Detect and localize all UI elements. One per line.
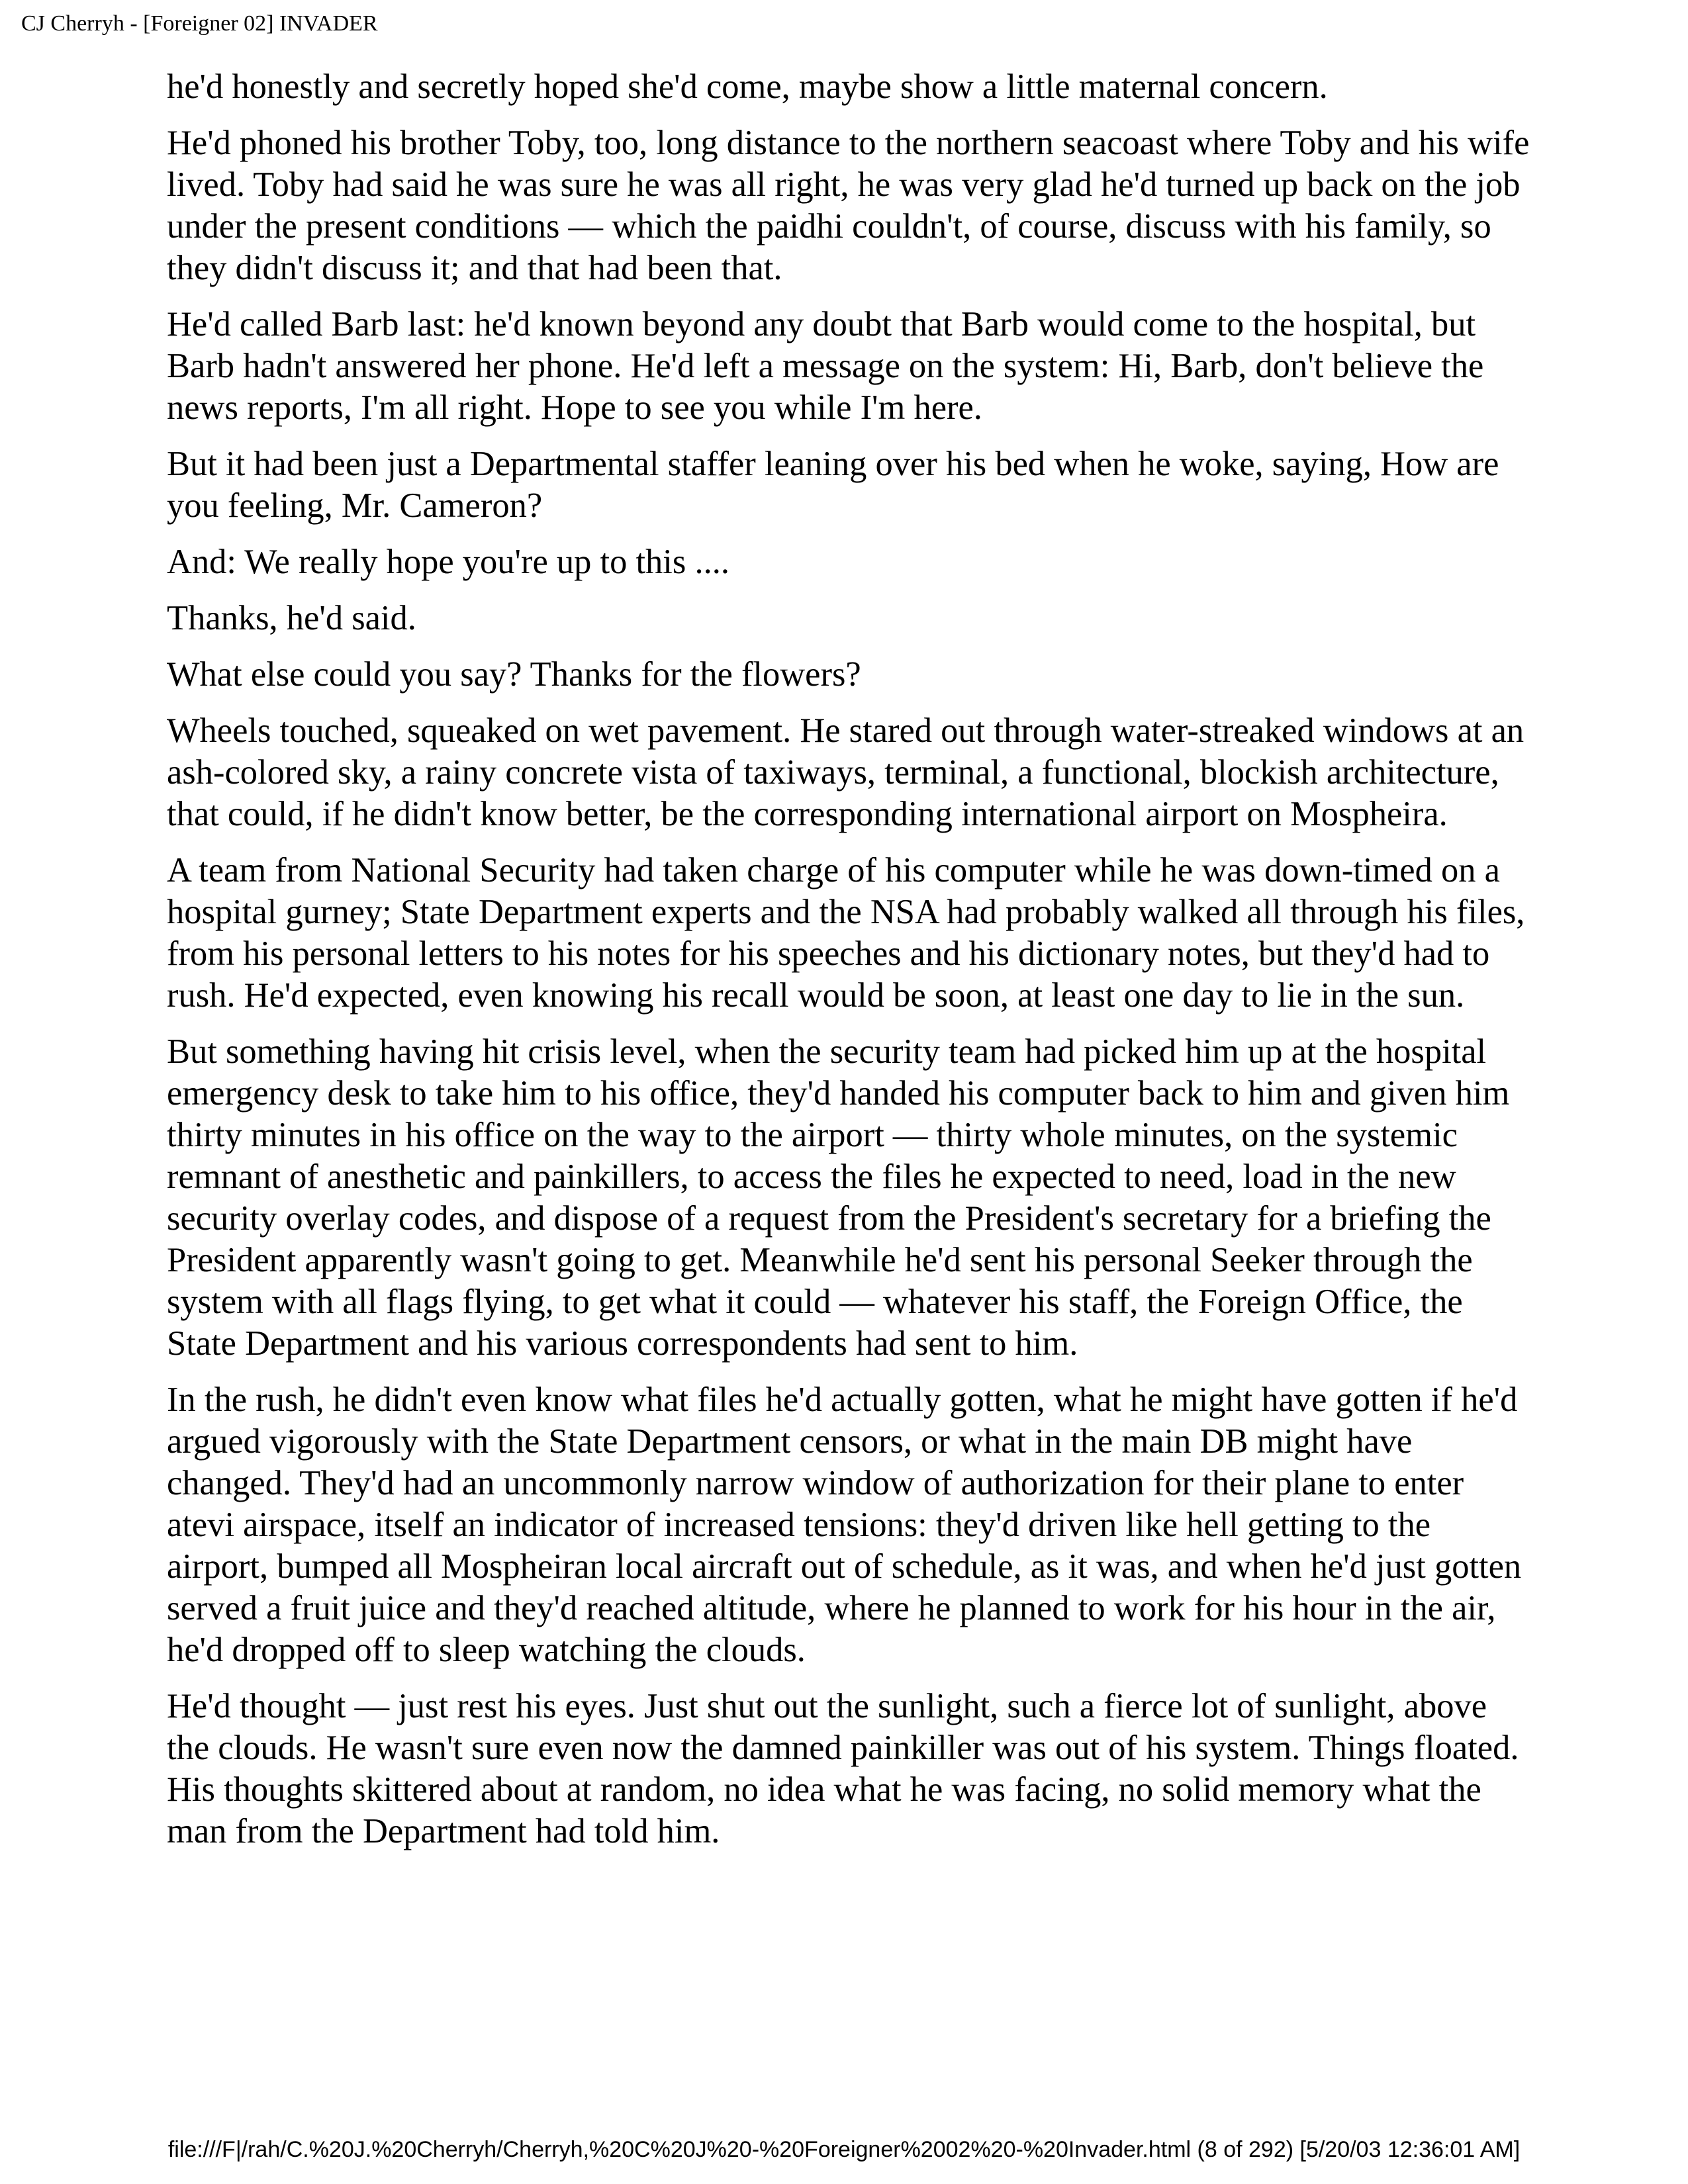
paragraph: He'd thought — just rest his eyes. Just shut out the sunlight, such a fierce lot of sunlight, above the clouds. He wasn't sure even now the damned painkiller was out of his system. Things floated. His thoughts skittered about at random, no idea what he was facing, no solid memory what the man from the Department had told him.	[167, 1687, 1519, 1850]
paragraph: Thanks, he'd said.	[167, 599, 416, 637]
document-body	[167, 66, 1530, 1867]
paragraph: What else could you say? Thanks for the flowers?	[167, 655, 861, 694]
page-footer-url: file:///F|/rah/C.%20J.%20Cherryh/Cherryh,%20C%20J%20-%20Foreigner%2002%20-%20Invader.html (8 of 292) [5/20/03 12:36:01 AM]	[167, 2137, 1521, 2162]
paragraph: He'd called Barb last: he'd known beyond any doubt that Barb would come to the hospital, but Barb hadn't answered her phone. He'd left a message on the system: Hi, Barb, don't believe the news reports, I'm all right. Hope to see you while I'm here.	[167, 305, 1484, 427]
paragraph: But it had been just a Departmental staffer leaning over his bed when he woke, saying, How are you feeling, Mr. Cameron?	[167, 445, 1499, 525]
paragraph: He'd phoned his brother Toby, too, long distance to the northern seacoast where Toby and his wife lived. Toby had said he was sure he was all right, he was very glad he'd turned up back on the job under the present conditions — which the paidhi couldn't, of course, discuss with his family, so they didn't discuss it; and that had been that.	[167, 124, 1530, 287]
paragraph: A team from National Security had taken charge of his computer while he was down-timed on a hospital gurney; State Department experts and the NSA had probably walked all through his files, from his personal letters to his notes for his speeches and his dictionary notes, but they'd had to rush. He'd expected, even knowing his recall would be soon, at least one day to lie in the sun.	[167, 851, 1525, 1015]
paragraph: Wheels touched, squeaked on wet pavement. He stared out through water-streaked windows at an ash-colored sky, a rainy concrete vista of taxiways, terminal, a functional, blockish architecture, that could, if he didn't know better, be the corresponding international airport on Mospheira.	[167, 711, 1524, 833]
paragraph: But something having hit crisis level, when the security team had picked him up at the hospital emergency desk to take him to his office, they'd handed his computer back to him and given him thirty minutes in his office on the way to the airport — thirty whole minutes, on the systemic remnant of anesthetic and painkillers, to access the files he expected to need, load in the new security overlay codes, and dispose of a request from the President's secretary for a briefing the President apparently wasn't going to get. Meanwhile he'd sent his personal Seeker through the system with all flags flying, to get what it could — whatever his staff, the Foreign Office, the State Department and his various correspondents had sent to him.	[167, 1032, 1510, 1363]
paragraph: And: We really hope you're up to this ....	[167, 543, 729, 581]
paragraph: In the rush, he didn't even know what files he'd actually gotten, what he might have gotten if he'd argued vigorously with the State Department censors, or what in the main DB might have changed. They'd had an uncommonly narrow window of authorization for their plane to enter atevi airspace, itself an indicator of increased tensions: they'd driven like hell getting to the airport, bumped all Mospheiran local aircraft out of schedule, as it was, and when he'd just gotten served a fruit juice and they'd reached altitude, where he planned to work for his hour in the air, he'd dropped off to sleep watching the clouds.	[167, 1381, 1522, 1669]
page-header-title: CJ Cherryh - [Foreigner 02] INVADER	[21, 11, 378, 36]
paragraph: he'd honestly and secretly hoped she'd come, maybe show a little maternal concern.	[167, 68, 1328, 106]
